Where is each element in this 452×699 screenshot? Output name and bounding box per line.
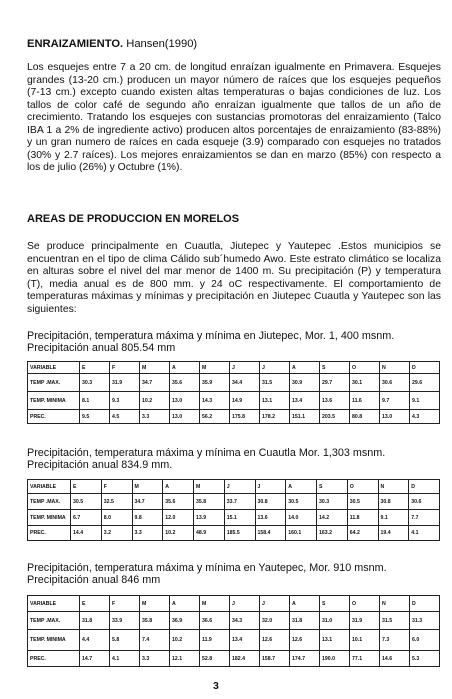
table-cell: 9.7 <box>380 392 410 410</box>
table-cell: 31.8 <box>290 612 320 630</box>
table-cell: 160.1 <box>286 526 317 541</box>
table-cell: 30.8 <box>378 494 409 510</box>
table-cell: 14.4 <box>71 526 102 541</box>
table-cell: J <box>260 362 290 374</box>
table-cell: J <box>255 480 286 494</box>
table-jiutepec <box>27 361 440 424</box>
table-cell: 4.1 <box>409 526 440 541</box>
table-cell: 34.4 <box>230 374 260 392</box>
table-cell: 19.4 <box>378 526 409 541</box>
paragraph-areas <box>27 241 441 316</box>
heading-title: ENRAIZAMIENTO. <box>27 38 124 50</box>
text-line: esquejes pequeños (7-13 cm.) excepto cuando existen altas temperaturas o <box>27 74 442 99</box>
table-row <box>28 374 440 392</box>
table-cell: 158.7 <box>260 651 290 667</box>
table-cell: TEMP .MAX. <box>28 612 80 630</box>
table-row <box>28 526 440 541</box>
table-cell: F <box>110 362 140 374</box>
caption-line: Precipitación anual 846 mm <box>27 574 161 587</box>
table-cell: 203.5 <box>320 410 350 424</box>
table-row <box>28 612 440 630</box>
text-line: activo) producen altos porcentajes de enraizamiento (83-88%) y un gran <box>27 124 441 149</box>
table-cell: 11.9 <box>200 630 230 651</box>
table-cell: 5.3 <box>410 651 440 667</box>
table-cell: 8.1 <box>80 392 110 410</box>
table-cell: 11.8 <box>347 510 378 526</box>
table-cell: PREC. <box>28 651 80 667</box>
caption-line: Precipitación anual 834.9 mm. <box>27 459 173 472</box>
table-cell: TEMP .MAX. <box>28 494 71 510</box>
table-cell: 6.0 <box>410 630 440 651</box>
table-cell: VARIABLE <box>28 596 80 612</box>
table-cell: S <box>317 480 348 494</box>
table-cell: 34.7 <box>132 494 163 510</box>
table-cell: J <box>260 596 290 612</box>
table-cell: 182.4 <box>230 651 260 667</box>
text-line: se encuentran en el tipo de clima Cálido sub´humedo Awo. Este estrato <box>27 241 441 265</box>
table-cell: 29.6 <box>410 374 440 392</box>
table-cell: 14.7 <box>80 651 110 667</box>
table-cell: 163.2 <box>317 526 348 541</box>
table-cell: 7.4 <box>140 630 170 651</box>
caption-cuautla <box>27 447 443 472</box>
heading-author: Hansen(1990) <box>126 38 198 50</box>
table-cuautla <box>27 479 440 541</box>
table-cell: 30.6 <box>380 374 410 392</box>
table-cell: 13.0 <box>380 410 410 424</box>
table-cell: E <box>80 362 110 374</box>
table-cell: 6.7 <box>71 510 102 526</box>
text-line: Esquejes grandes (13-20 cm.) producen un mayor número de raíces que los <box>27 62 441 86</box>
table-cell: 4.5 <box>110 410 140 424</box>
section-heading-areas: AREAS DE PRODUCCION EN MORELOS <box>27 213 240 225</box>
table-cell: 7.7 <box>409 510 440 526</box>
table-cell: 30.5 <box>347 494 378 510</box>
caption-line: Precipitación, temperatura máxima y mínima en Cuautla Mor. 1,303 msnm. <box>27 447 386 459</box>
table-cell: A <box>163 480 194 494</box>
table-cell: 35.6 <box>170 374 200 392</box>
table-cell: 30.6 <box>409 494 440 510</box>
table-cell: 13.6 <box>320 392 350 410</box>
table-cell: M <box>200 596 230 612</box>
table-cell: 33.7 <box>224 494 255 510</box>
table-cell: F <box>110 596 140 612</box>
table-cell: 31.0 <box>320 612 350 630</box>
table-cell: D <box>409 480 440 494</box>
table-cell: 30.5 <box>286 494 317 510</box>
table-header-row <box>28 362 440 374</box>
table-cell: 32.5 <box>101 494 132 510</box>
table-cell: 8.0 <box>101 510 132 526</box>
table-cell: 30.3 <box>317 494 348 510</box>
table-cell: 35.8 <box>140 612 170 630</box>
table-cell: 7.3 <box>380 630 410 651</box>
caption-yautepec <box>27 562 443 587</box>
table-cell: 3.3 <box>132 526 163 541</box>
text-line: precipitación (P) y temperatura (T), media anual es de 800 mm. y 24 oC <box>27 266 441 290</box>
table-cell: D <box>410 596 440 612</box>
table-cell: 33.9 <box>110 612 140 630</box>
table-cell: 31.5 <box>260 374 290 392</box>
caption-line: Precipitación, temperatura máxima y mínima en Jiutepec, Mor. 1, 400 msnm. <box>27 330 395 342</box>
table-cell: 77.1 <box>350 651 380 667</box>
table-cell: 10.2 <box>170 630 200 651</box>
table-cell: 158.4 <box>255 526 286 541</box>
table-cell: S <box>320 362 350 374</box>
table-row <box>28 410 440 424</box>
table-cell: O <box>347 480 378 494</box>
text-line: numero de raíces en cada esqueje (3.9) comparado con esquejes no tratados <box>75 137 441 149</box>
table-cell: 80.8 <box>350 410 380 424</box>
table-row <box>28 510 440 526</box>
table-cell: A <box>170 596 200 612</box>
table-cell: 13.4 <box>230 630 260 651</box>
page-number: 3 <box>213 680 219 692</box>
table-cell: M <box>140 362 170 374</box>
table-cell: 31.8 <box>80 612 110 630</box>
table-cell: 30.5 <box>71 494 102 510</box>
table-cell: 9.1 <box>410 392 440 410</box>
text-line: bajas condiciones de luz. Los tallos de color café de segundo año enraízan <box>27 87 441 111</box>
table-cell: VARIABLE <box>28 362 80 374</box>
caption-line: Precipitación, temperatura máxima y mínima en Yautepec, Mor. 910 msnm. <box>27 562 387 574</box>
section-heading-enraizamiento <box>27 38 197 50</box>
table-cell: 31.3 <box>410 612 440 630</box>
text-line: respectivamente. El comportamiento de temperaturas máximas y mínimas y <box>27 278 441 302</box>
table-cell: 32.0 <box>260 612 290 630</box>
table-cell: 52.8 <box>200 651 230 667</box>
table-cell: 9.3 <box>110 392 140 410</box>
table-cell: 9.5 <box>80 410 110 424</box>
table-cell: E <box>80 596 110 612</box>
table-cell: A <box>286 480 317 494</box>
table-cell: 13.6 <box>255 510 286 526</box>
table-cell: 10.1 <box>350 630 380 651</box>
table-cell: 34.3 <box>230 612 260 630</box>
table-header-row <box>28 596 440 612</box>
table-cell: TEMP. MINIMA <box>28 630 80 651</box>
table-cell: N <box>378 480 409 494</box>
table-cell: N <box>380 362 410 374</box>
table-cell: 12.6 <box>290 630 320 651</box>
table-cell: 14.9 <box>230 392 260 410</box>
table-cell: 35.9 <box>200 374 230 392</box>
table-cell: 31.5 <box>380 612 410 630</box>
table-cell: TEMP. MINIMA <box>28 510 71 526</box>
table-cell: A <box>290 596 320 612</box>
table-cell: N <box>380 596 410 612</box>
table-cell: VARIABLE <box>28 480 71 494</box>
text-line: precipitación en Jiutepec Cuautla y Yautepec son las siguientes: <box>27 291 442 315</box>
table-cell: 31.9 <box>350 612 380 630</box>
table-row <box>28 651 440 667</box>
text-line: (30% y 2.7 raíces). Los mejores enraizamientos se dan en marzo (85%) con <box>27 149 388 161</box>
text-line: igualmente que tallos de un año de crecimiento. Tratando los esquejes con <box>27 99 441 124</box>
table-cell: 13.0 <box>170 410 200 424</box>
table-cell: 151.1 <box>290 410 320 424</box>
table-cell: 10.2 <box>140 392 170 410</box>
table-cell: 29.7 <box>320 374 350 392</box>
table-cell: 30.9 <box>290 374 320 392</box>
table-cell: 12.6 <box>260 630 290 651</box>
table-cell: 64.2 <box>347 526 378 541</box>
table-cell: 175.8 <box>230 410 260 424</box>
paragraph-enraizamiento <box>27 62 441 175</box>
table-cell: 14.6 <box>380 651 410 667</box>
text-line: respecto a los de julio (26%) y Octubre (1%). <box>27 149 441 174</box>
table-cell: 13.0 <box>170 392 200 410</box>
table-cell: S <box>320 596 350 612</box>
table-cell: A <box>170 362 200 374</box>
table-cell: 178.2 <box>260 410 290 424</box>
table-cell: 12.1 <box>170 651 200 667</box>
text-line: climático se localiza en alturas sobre el nivel del mar menor de 1400 m. Su <box>27 253 441 277</box>
table-cell: 36.9 <box>170 612 200 630</box>
table-cell: 35.8 <box>194 494 225 510</box>
table-cell: 14.0 <box>286 510 317 526</box>
table-row <box>28 494 440 510</box>
table-cell: 13.1 <box>260 392 290 410</box>
table-cell: 30.8 <box>255 494 286 510</box>
table-cell: PREC. <box>28 526 71 541</box>
table-cell: M <box>140 596 170 612</box>
table-cell: 4.1 <box>110 651 140 667</box>
table-cell: PREC. <box>28 410 80 424</box>
table-cell: 10.2 <box>163 526 194 541</box>
table-cell: 15.1 <box>224 510 255 526</box>
table-cell: 174.7 <box>290 651 320 667</box>
table-cell: 9.1 <box>378 510 409 526</box>
table-cell: 31.9 <box>110 374 140 392</box>
table-cell: 3.3 <box>140 410 170 424</box>
table-cell: J <box>230 596 260 612</box>
table-cell: 35.6 <box>163 494 194 510</box>
table-cell: M <box>132 480 163 494</box>
table-cell: 34.7 <box>140 374 170 392</box>
table-cell: 9.8 <box>132 510 163 526</box>
table-cell: 11.6 <box>350 392 380 410</box>
table-cell: 4.4 <box>80 630 110 651</box>
caption-line: Precipitación anual 805.54 mm <box>27 342 176 355</box>
table-cell: 13.9 <box>194 510 225 526</box>
table-cell: J <box>230 362 260 374</box>
table-cell: 3.3 <box>140 651 170 667</box>
table-cell: 13.4 <box>290 392 320 410</box>
table-cell: A <box>290 362 320 374</box>
table-cell: O <box>350 596 380 612</box>
table-cell: 14.2 <box>317 510 348 526</box>
table-cell: 12.0 <box>163 510 194 526</box>
table-cell: J <box>224 480 255 494</box>
table-cell: D <box>410 362 440 374</box>
table-cell: 36.6 <box>200 612 230 630</box>
text-line: sustancias promotoras del enraizamiento (Talco IBA 1 a 2% de ingrediente <box>27 112 441 136</box>
caption-jiutepec <box>27 330 443 355</box>
table-cell: O <box>350 362 380 374</box>
table-cell: 190.0 <box>320 651 350 667</box>
table-cell: 30.3 <box>80 374 110 392</box>
table-header-row <box>28 480 440 494</box>
table-cell: 14.3 <box>200 392 230 410</box>
table-cell: 5.8 <box>110 630 140 651</box>
table-cell: 4.3 <box>410 410 440 424</box>
table-cell: 30.1 <box>350 374 380 392</box>
table-cell: M <box>194 480 225 494</box>
table-cell: TEMP .MAX. <box>28 374 80 392</box>
table-cell: 13.1 <box>320 630 350 651</box>
table-cell: 48.9 <box>194 526 225 541</box>
table-cell: 56.2 <box>200 410 230 424</box>
table-cell: 3.2 <box>101 526 132 541</box>
table-cell: E <box>71 480 102 494</box>
text-line: Se produce principalmente en Cuautla, Jiutepec y Yautepec .Estos municipios <box>27 241 423 252</box>
table-cell: F <box>101 480 132 494</box>
table-yautepec <box>27 595 440 667</box>
table-row <box>28 392 440 410</box>
table-cell: M <box>200 362 230 374</box>
text-line: Los esquejes entre 7 a 20 cm. de longitud enraízan igualmente en Primavera. <box>27 62 395 73</box>
table-cell: 185.5 <box>224 526 255 541</box>
table-cell: TEMP. MINIMA <box>28 392 80 410</box>
table-row <box>28 630 440 651</box>
